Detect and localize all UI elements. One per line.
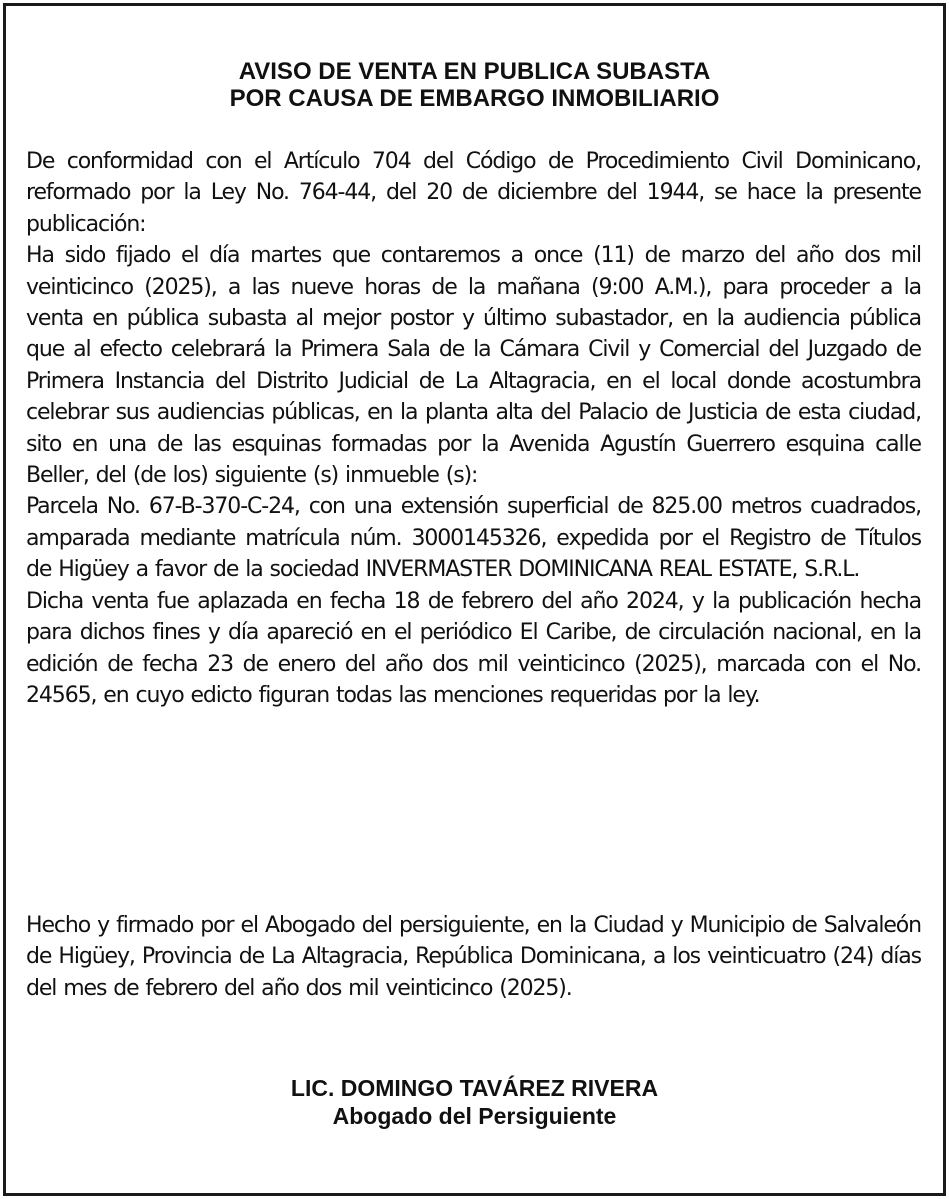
notice-closing bbox=[26, 910, 921, 1004]
title-line-1: AVISO DE VENTA EN PUBLICA SUBASTA bbox=[238, 58, 711, 85]
notice-frame bbox=[3, 3, 946, 1196]
closing-paragraph: Hecho y firmado por el Abogado del persiguiente, en la Ciudad y Municipio de Salvaleón de Higüey, Provincia de La Altagracia, República Dominicana, a los veinticuatro (24) días del mes de febrero del año dos mil veinticinco (2025). bbox=[26, 913, 921, 1001]
signature-block bbox=[6, 1074, 943, 1130]
notice-title bbox=[6, 58, 943, 112]
signature-name: LIC. DOMINGO TAVÁREZ RIVERA bbox=[290, 1075, 659, 1101]
paragraph-auction-date: Ha sido fijado el día martes que contaremos a once (11) de marzo del año dos mil veinticinco (2025), a las nueve horas de la mañana (9:00 A.M.), para proceder a la venta en pública subasta al mejor postor y último subastador, en la audiencia pública que al efecto celebrará la Primera Sala de la Cámara Civil y Comercial del Juzgado de Primera Instancia del Distrito Judicial de La Altagracia, en el local donde acostumbra celebrar sus audiencias públicas, en la planta alta del Palacio de Justicia de esta ciudad, sito en una de las esquinas formadas por la Avenida Agustín Guerrero esquina calle Beller, del (de los) siguiente (s) inmueble (s): bbox=[26, 243, 921, 489]
title-line-2: POR CAUSA DE EMBARGO INMOBILIARIO bbox=[229, 85, 720, 112]
notice-body bbox=[26, 146, 921, 711]
paragraph-property: Parcela No. 67-B-370-C-24, con una extensión superficial de 825.00 metros cuadrados, amparada mediante matrícula núm. 3000145326, expedida por el Registro de Títulos de Higüey a favor de la sociedad INVERMASTER DOMINICANA REAL ESTATE, S.R.L. bbox=[26, 494, 921, 583]
paragraph-postponement: Dicha venta fue aplazada en fecha 18 de febrero del año 2024, y la publicación hecha para dichos fines y día apareció en el periódico El Caribe, de circulación nacional, en la edición de fecha 23 de enero del año dos mil veinticinco (2025), marcada con el No. 24565, en cuyo edicto figuran todas las menciones requeridas por la ley. bbox=[26, 588, 921, 708]
paragraph-legal-basis: De conformidad con el Artículo 704 del Código de Procedimiento Civil Dominicano, reformado por la Ley No. 764-44, del 20 de diciembre del 1944, se hace la presente publicación: bbox=[26, 149, 921, 237]
signature-role: Abogado del Persiguiente bbox=[332, 1103, 617, 1129]
